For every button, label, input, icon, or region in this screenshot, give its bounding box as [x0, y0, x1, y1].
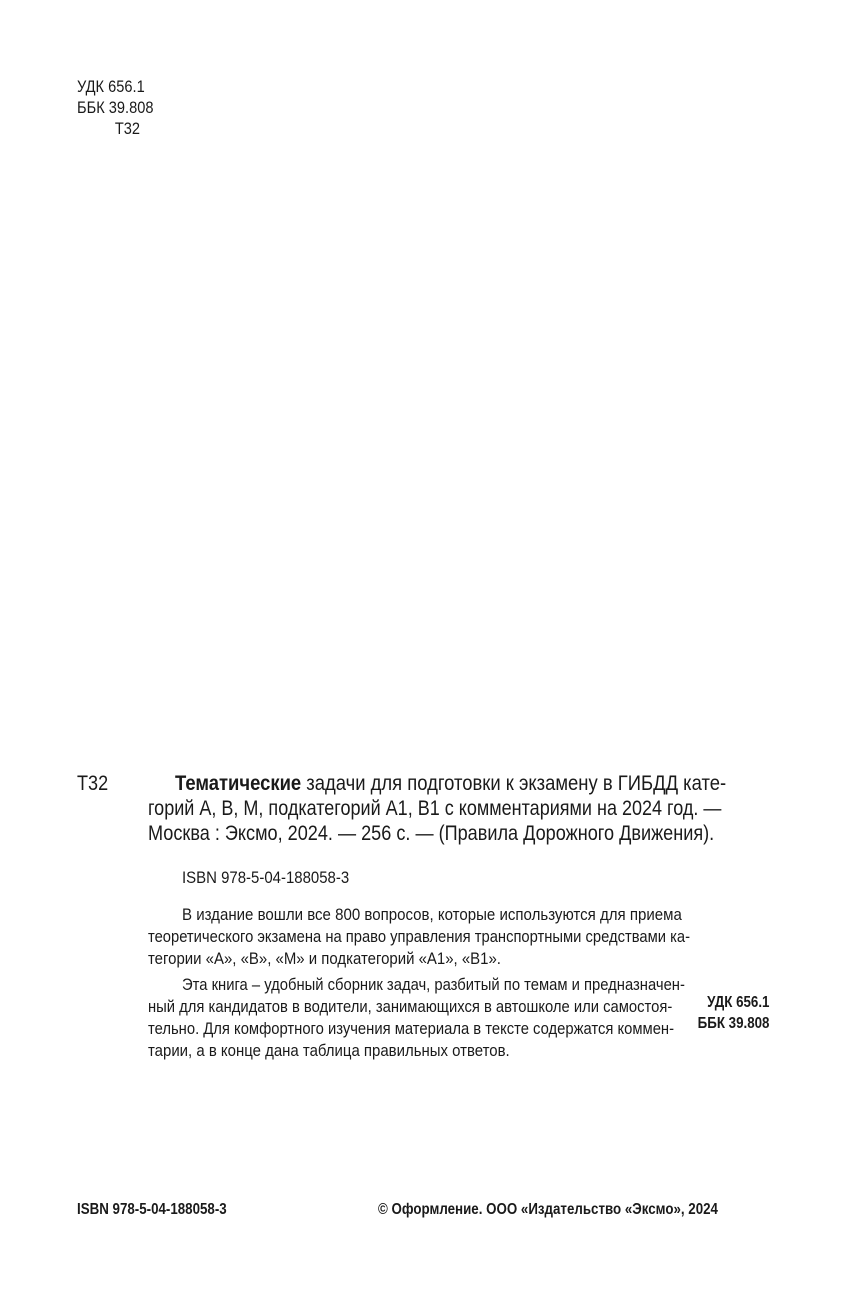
isbn-line: ISBN 978-5-04-188058-3 [182, 868, 350, 887]
entry-line-3: Москва : Эксмо, 2024. — 256 с. — (Правила Дорожного Движения). [148, 822, 715, 845]
annotation-p1-line: теоретического экзамена на право управления транспортными средствами ка- [148, 927, 691, 946]
entry-line-2: горий А, В, М, подкатегорий А1, В1 с комментариями на 2024 год. — [148, 797, 722, 820]
entry-author-sign: Т32 [77, 772, 109, 795]
footer-isbn: ISBN 978-5-04-188058-3 [77, 1201, 227, 1218]
entry-line-1 [175, 771, 726, 796]
annotation-p2-line: тарии, а в конце дана таблица правильных ответов. [148, 1041, 510, 1060]
annotation-p2-line: ный для кандидатов в водители, занимающихся в автошколе или самостоя- [148, 997, 673, 1016]
classification-block-bottom [686, 992, 769, 1034]
author-sign: Т32 [114, 119, 141, 138]
udk-code-bottom: УДК 656.1 [706, 994, 769, 1011]
annotation-p2-line: тельно. Для комфортного изучения материала в тексте содержатся коммен- [148, 1019, 675, 1038]
footer-copyright: © Оформление. ООО «Издательство «Эксмо», 2024 [378, 1201, 718, 1218]
entry-line-1-text: задачи для подготовки к экзамену в ГИБДД кате- [301, 772, 727, 795]
bbk-code-bottom: ББК 39.808 [697, 1015, 769, 1032]
bbk-code: ББК 39.808 [77, 98, 154, 117]
annotation-p2-line: Эта книга – удобный сборник задач, разбитый по темам и предназначен- [182, 975, 685, 994]
entry-title-bold: Тематические [175, 772, 302, 795]
annotation-p1-line: тегории «А», «B», «M» и подкатегорий «А1», «B1». [148, 949, 501, 968]
udk-code: УДК 656.1 [77, 77, 145, 96]
annotation-p1-line: В издание вошли все 800 вопросов, которые используются для приема [182, 905, 682, 924]
classification-block [77, 76, 153, 139]
